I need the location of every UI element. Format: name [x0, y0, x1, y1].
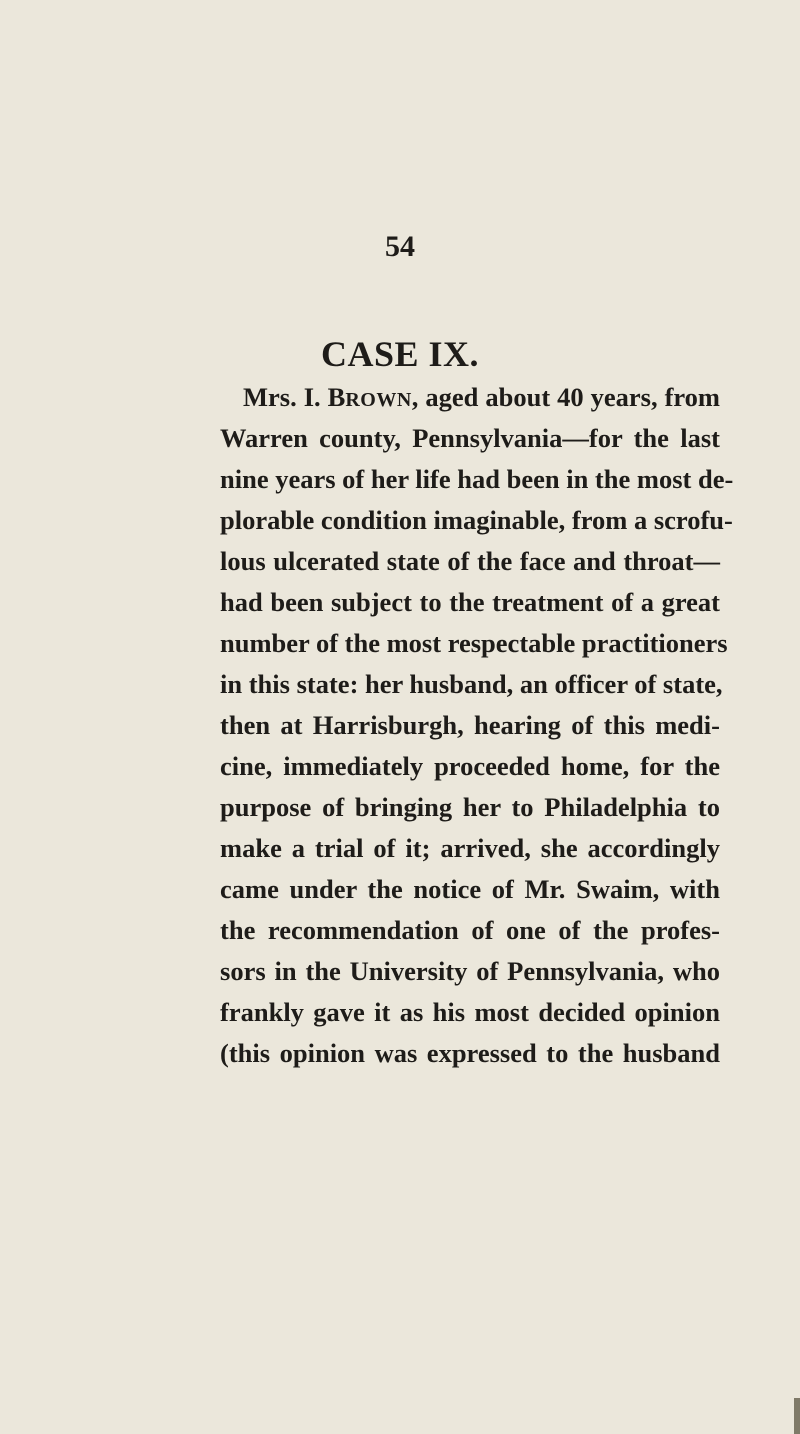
- text-line: Warren county, Pennsylvania—for the last: [220, 423, 720, 453]
- text-line: frankly gave it as his most decided opinion: [220, 997, 720, 1027]
- case-heading: CASE IX.: [320, 334, 480, 374]
- text-line: the recommendation of one of the profes-: [220, 915, 720, 945]
- text-line: cine, immediately proceeded home, for the: [220, 751, 720, 781]
- text-line: lous ulcerated state of the face and throat—: [220, 546, 720, 576]
- page-edge-mark: [794, 1398, 800, 1434]
- text-line: had been subject to the treatment of a great: [220, 587, 720, 617]
- text-line: [220, 377, 720, 418]
- text-line: purpose of bringing her to Philadelphia to: [220, 792, 720, 822]
- text-line: came under the notice of Mr. Swaim, with: [220, 874, 720, 904]
- text-line: make a trial of it; arrived, she accordingly: [220, 833, 720, 863]
- text-line: (this opinion was expressed to the husband: [220, 1038, 720, 1068]
- page-number: 54: [385, 230, 415, 263]
- text-line: then at Harrisburgh, hearing of this medi-: [220, 710, 720, 740]
- text-line: in this state: her husband, an officer of state,: [220, 669, 723, 699]
- text-line: sors in the University of Pennsylvania, who: [220, 956, 720, 986]
- patient-name-initial: B: [327, 382, 346, 412]
- patient-name-prefix: Mrs. I.: [243, 382, 328, 412]
- text-line: nine years of her life had been in the most de-: [220, 464, 734, 494]
- case-paragraph: [220, 377, 734, 1074]
- text-line: number of the most respectable practitioners: [220, 628, 728, 658]
- text-line: plorable condition imaginable, from a scrofu-: [220, 505, 733, 535]
- patient-name-smallcaps: ROWN: [345, 389, 412, 411]
- first-line-rest: , aged about 40 years, from: [411, 382, 720, 412]
